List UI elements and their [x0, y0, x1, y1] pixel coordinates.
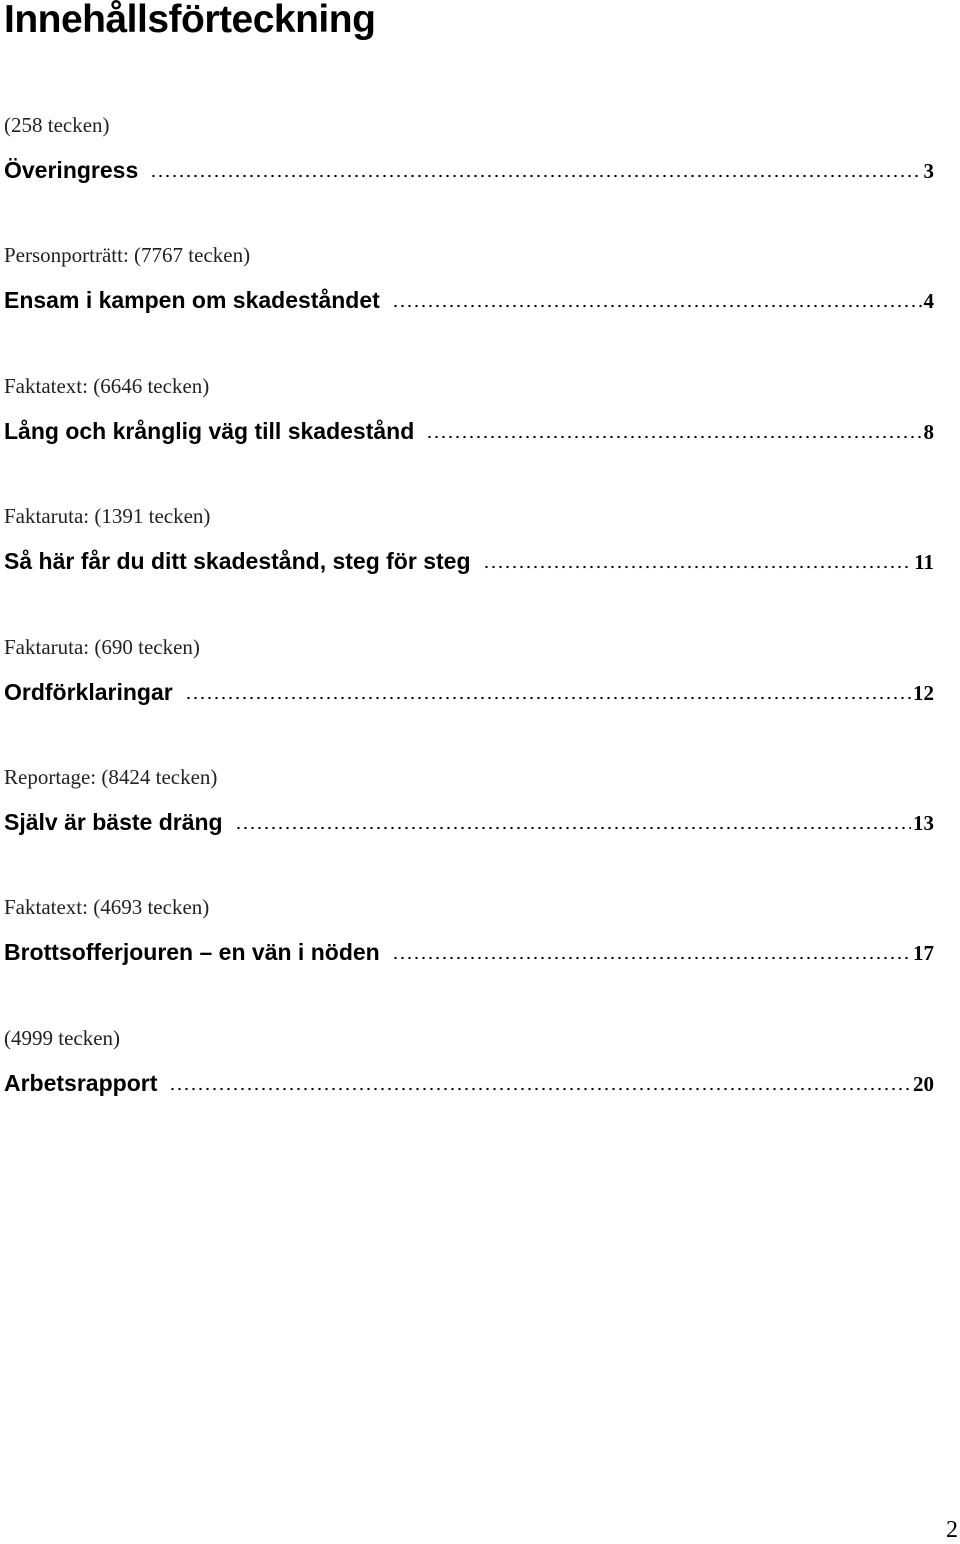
toc-link[interactable]: [4, 415, 934, 448]
entry-caption: Faktatext: (4693 tecken): [4, 895, 210, 920]
toc-link[interactable]: [4, 676, 934, 709]
entry-title: Själv är bäste dräng: [4, 809, 223, 835]
toc-link[interactable]: [4, 545, 934, 578]
entry-page-number: 4: [923, 289, 934, 314]
toc-entry: [4, 892, 934, 1022]
entry-title: Så här får du ditt skadestånd, steg för steg: [4, 548, 471, 575]
entry-caption: (4999 tecken): [4, 1025, 121, 1050]
entry-caption: Reportage: (8424 tecken): [4, 765, 218, 789]
page-number: 2: [946, 1517, 958, 1543]
dot-leader: [426, 435, 921, 439]
entry-caption: Faktaruta: (1391 tecken): [4, 504, 211, 529]
toc-link[interactable]: [4, 1067, 934, 1100]
toc-entry: [4, 240, 934, 370]
toc-link[interactable]: [4, 806, 934, 839]
dot-leader: [150, 174, 921, 178]
entry-title: Ordförklaringar: [4, 678, 173, 705]
entry-caption: Personporträtt: (7767 tecken): [4, 243, 251, 268]
entry-title: Lång och krånglig väg till skadestånd: [4, 417, 415, 444]
dot-leader: [235, 826, 911, 830]
toc-entry: [4, 762, 934, 892]
entry-page-number: 11: [914, 550, 934, 575]
entry-page-number: 20: [913, 1071, 934, 1096]
entry-caption: Faktatext: (6646 tecken): [4, 373, 210, 398]
dot-leader: [185, 696, 911, 700]
entry-title: Överingress: [4, 157, 139, 183]
toc-entry: [4, 1023, 934, 1153]
entry-page-number: 13: [913, 811, 934, 835]
toc-link[interactable]: [4, 154, 934, 187]
toc-entry: [4, 501, 934, 631]
toc-link[interactable]: [4, 936, 934, 969]
dot-leader: [169, 1087, 911, 1091]
dot-leader: [483, 565, 913, 569]
entry-page-number: 3: [923, 159, 934, 183]
dot-leader: [392, 304, 922, 308]
toc-link[interactable]: [4, 284, 934, 317]
entry-caption: Faktaruta: (690 tecken): [4, 634, 200, 659]
toc-entry: [4, 110, 934, 240]
dot-leader: [392, 956, 911, 960]
entry-page-number: 8: [923, 419, 934, 444]
page-title: Innehållsförteckning: [4, 0, 376, 41]
entry-caption: (258 tecken): [4, 113, 110, 137]
toc-entry: [4, 371, 934, 501]
toc-entry: [4, 632, 934, 762]
entry-title: Arbetsrapport: [4, 1069, 158, 1096]
entry-title: Brottsofferjouren – en vän i nöden: [4, 939, 380, 966]
entry-page-number: 17: [913, 941, 934, 966]
entry-title: Ensam i kampen om skadeståndet: [4, 287, 380, 314]
entry-page-number: 12: [913, 680, 934, 705]
